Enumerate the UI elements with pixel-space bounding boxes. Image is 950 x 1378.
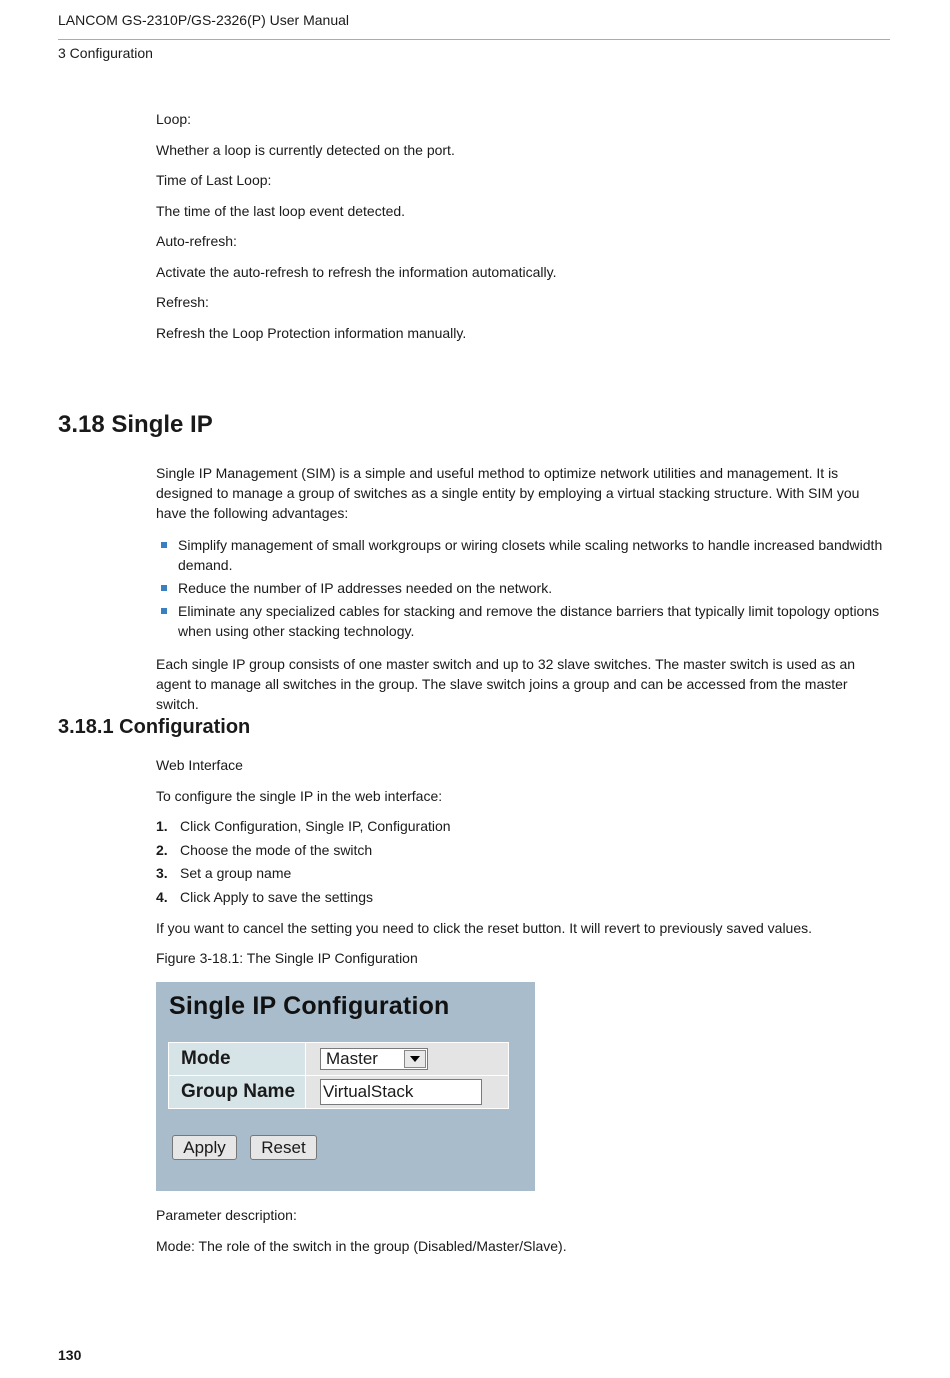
header-divider [58,39,890,40]
list-item: Simplify management of small workgroups or wiring closets while scaling networks to handle increased bandwidth demand. [156,535,890,575]
subsection-heading: 3.18.1 Configuration [58,716,251,738]
list-item: 2. Choose the mode of the switch [156,841,373,858]
group-name-cell [306,1076,508,1108]
param-mode-desc: Mode: The role of the switch in the group (Disabled/Master/Slave). [156,1238,567,1254]
reset-button[interactable]: Reset [250,1135,317,1160]
steps-list [156,816,890,910]
param-loop-desc: Whether a loop is currently detected on the port. [156,142,455,158]
bullet-square-icon [161,585,167,591]
list-item: 3. Set a group name [156,865,292,881]
table-row [169,1076,508,1108]
running-header-title: LANCOM GS-2310P/GS-2326(P) User Manual [58,12,349,28]
param-refresh-label: Refresh: [156,294,209,310]
web-interface-label: Web Interface [156,757,243,773]
mode-select-value: Master [326,1049,378,1068]
apply-button[interactable]: Apply [172,1135,237,1160]
list-item: 4. Click Apply to save the settings [156,888,373,905]
config-table [168,1042,509,1109]
param-autorefresh-desc: Activate the auto-refresh to refresh the information automatically. [156,264,557,280]
mode-cell [306,1043,508,1075]
mode-select[interactable] [320,1048,428,1070]
chevron-down-icon[interactable] [404,1050,426,1068]
group-name-input[interactable]: VirtualStack [320,1079,482,1105]
screenshot-title: Single IP Configuration [169,992,450,1020]
bullet-square-icon [161,608,167,614]
param-last-loop-label: Time of Last Loop: [156,172,272,188]
list-item: 1. Click Configuration, Single IP, Configuration [156,818,451,834]
section-heading: 3.18 Single IP [58,411,213,438]
list-item: Eliminate any specialized cables for stacking and remove the distance barriers that typically limit topology options when using other stacking technology. [156,601,890,641]
param-refresh-desc: Refresh the Loop Protection information manually. [156,325,467,341]
steps-intro: To configure the single IP in the web interface: [156,788,443,804]
param-last-loop-desc: The time of the last loop event detected. [156,203,406,219]
figure-caption: Figure 3-18.1: The Single IP Configuration [156,950,418,966]
section-intro: Single IP Management (SIM) is a simple and useful method to optimize network utilities and management. It is designed to manage a group of switches as a single entity by employing a virtual stacking structure. With SIM you have the following advantages: [156,465,860,521]
bullet-square-icon [161,542,167,548]
mode-label: Mode [169,1043,306,1075]
list-item: Reduce the number of IP addresses needed on the network. [156,578,890,598]
param-description-title: Parameter description: [156,1207,297,1223]
advantages-list [156,535,890,644]
param-autorefresh-label: Auto-refresh: [156,233,237,249]
cancel-note: If you want to cancel the setting you need to click the reset button. It will revert to previously saved values. [156,920,813,936]
table-row [169,1043,508,1076]
group-name-label: Group Name [169,1076,306,1108]
param-loop-label: Loop: [156,111,192,127]
single-ip-config-screenshot [156,982,535,1191]
group-description: Each single IP group consists of one master switch and up to 32 slave switches. The master switch is used as an agent to manage all switches in the group. The slave switch joins a group and can be accessed from the master switch. [156,656,856,712]
page-number: 130 [58,1347,82,1363]
running-header-chapter: 3 Configuration [58,45,153,61]
